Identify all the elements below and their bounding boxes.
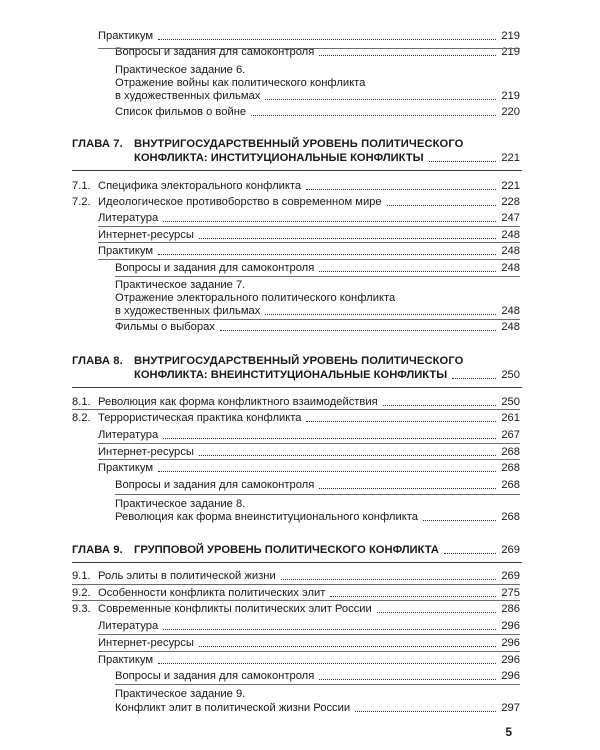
entry-divider <box>115 684 520 685</box>
toc-label: Интернет-ресурсы <box>98 446 194 458</box>
entry-divider <box>72 409 520 410</box>
toc-label: Революция как форма внеинституционального конфликта <box>115 511 418 523</box>
toc-page: 268 <box>501 446 520 458</box>
entry-divider <box>98 459 520 460</box>
toc-entry-7-1[interactable] <box>72 180 520 193</box>
toc-entry-practicum[interactable] <box>98 245 520 258</box>
toc-label: Практикум <box>98 245 154 257</box>
toc-label: Список фильмов о войне <box>115 106 247 118</box>
chapter-rule <box>72 387 522 388</box>
toc-label: Особенности конфликта политических элит <box>98 587 326 599</box>
toc-page: 221 <box>501 180 520 192</box>
dot-leader <box>319 271 496 272</box>
dot-leader <box>306 421 496 422</box>
toc-task-line: Практическое задание 9. <box>115 688 246 700</box>
toc-entry-9-1[interactable] <box>72 570 520 583</box>
section-number: 7.1. <box>72 180 91 192</box>
dot-leader <box>265 314 496 315</box>
toc-label: Практикум <box>98 462 154 474</box>
dot-leader <box>220 330 496 331</box>
toc-label: Вопросы и задания для самоконтроля <box>115 262 315 274</box>
toc-page: 275 <box>501 587 520 599</box>
chapter-7-title-line1: ВНУТРИГОСУДАРСТВЕННЫЙ УРОВЕНЬ ПОЛИТИЧЕСКОГО <box>134 138 464 150</box>
section-number: 8.2. <box>72 412 91 424</box>
toc-page: 269 <box>501 544 520 556</box>
toc-label: Роль элиты в политической жизни <box>98 570 276 582</box>
chapter-7-title-line2: КОНФЛИКТА: ИНСТИТУЦИОНАЛЬНЫЕ КОНФЛИКТЫ <box>134 152 424 164</box>
toc-entry-internet[interactable] <box>98 637 520 650</box>
toc-entry-8-1[interactable] <box>72 396 520 409</box>
toc-entry-chapter-7[interactable] <box>134 151 520 165</box>
toc-entry-9-3[interactable] <box>72 603 520 616</box>
toc-page: 250 <box>501 369 520 381</box>
entry-divider <box>115 494 520 495</box>
dot-leader <box>355 711 496 712</box>
toc-entry-chapter-9[interactable] <box>134 543 520 557</box>
toc-label: Вопросы и задания для самоконтроля <box>115 479 315 491</box>
dot-leader <box>452 378 496 379</box>
entry-divider <box>115 276 520 277</box>
toc-entry-task9[interactable] <box>115 702 520 715</box>
dot-leader <box>265 99 496 100</box>
dot-leader <box>423 520 496 521</box>
toc-entry-films[interactable] <box>115 321 520 334</box>
toc-page: 268 <box>501 462 520 474</box>
toc-page: 261 <box>501 412 520 424</box>
dot-leader <box>158 254 496 255</box>
toc-label: в художественных фильмах <box>115 90 261 102</box>
dot-leader <box>163 438 496 439</box>
toc-label: Идеологическое противоборство в современном мире <box>98 196 382 208</box>
dot-leader <box>163 221 496 222</box>
dot-leader <box>377 612 497 613</box>
dot-leader <box>199 646 496 647</box>
toc-label: Вопросы и задания для самоконтроля <box>115 46 315 58</box>
toc-label: Интернет-ресурсы <box>98 229 194 241</box>
toc-entry-internet[interactable] <box>98 446 520 459</box>
page-number: 5 <box>505 725 512 739</box>
chapter-8-title-line1: ВНУТРИГОСУДАРСТВЕННЫЙ УРОВЕНЬ ПОЛИТИЧЕСКОГО <box>134 355 464 367</box>
section-number: 9.3. <box>72 603 91 615</box>
chapter-rule <box>72 562 522 563</box>
dot-leader <box>319 488 496 489</box>
toc-page: 219 <box>501 46 520 58</box>
chapter-9-title: ГРУППОВОЙ УРОВЕНЬ ПОЛИТИЧЕСКОГО КОНФЛИКТА <box>134 544 439 556</box>
toc-page: 296 <box>501 670 520 682</box>
section-number: 7.2. <box>72 196 91 208</box>
dot-leader <box>158 663 496 664</box>
toc-page: 228 <box>501 196 520 208</box>
toc-task-line: Практическое задание 8. <box>115 498 246 510</box>
dot-leader <box>281 579 497 580</box>
toc-label: Конфликт элит в политической жизни России <box>115 702 351 714</box>
dot-leader <box>330 596 496 597</box>
dot-leader <box>319 679 496 680</box>
toc-page: 268 <box>501 511 520 523</box>
toc-page: 219 <box>501 30 520 42</box>
dot-leader <box>306 189 496 190</box>
entry-divider <box>98 651 520 652</box>
chapter-rule <box>72 170 522 171</box>
toc-entry-literature[interactable] <box>98 620 520 633</box>
toc-page: 221 <box>501 152 520 164</box>
toc-entry-internet[interactable] <box>98 229 520 242</box>
dot-leader <box>383 405 497 406</box>
toc-label: Практикум <box>98 30 154 42</box>
toc-page: 267 <box>501 429 520 441</box>
entry-divider <box>72 584 520 585</box>
section-number: 9.1. <box>72 570 91 582</box>
chapter-8-title-line2: КОНФЛИКТА: ВНЕИНСТИТУЦИОНАЛЬНЫЕ КОНФЛИКТЫ <box>134 369 448 381</box>
entry-divider <box>72 600 520 601</box>
toc-entry-7-2[interactable] <box>72 196 520 209</box>
toc-entry-8-2[interactable] <box>72 412 520 425</box>
toc-label: Вопросы и задания для самоконтроля <box>115 670 315 682</box>
entry-divider <box>115 319 520 320</box>
toc-page: 268 <box>501 479 520 491</box>
toc-page: 248 <box>501 229 520 241</box>
toc-label: в художественных фильмах <box>115 305 261 317</box>
toc-page: 296 <box>501 637 520 649</box>
toc-entry-task6[interactable] <box>115 90 520 103</box>
dot-leader <box>429 161 497 162</box>
toc-page: 269 <box>501 570 520 582</box>
dot-leader <box>199 238 496 239</box>
toc-task-line: Отражение войны как политического конфликта <box>115 77 366 89</box>
toc-label: Интернет-ресурсы <box>98 637 194 649</box>
entry-divider <box>98 259 520 260</box>
toc-page: 247 <box>501 212 520 224</box>
toc-page: 296 <box>501 620 520 632</box>
section-number: 9.2. <box>72 587 91 599</box>
toc-task-line: Отражение электорального политического конфликта <box>115 292 396 304</box>
toc-entry-task8[interactable] <box>115 511 520 524</box>
chapter-9-label: ГЛАВА 9. <box>72 544 123 556</box>
entry-divider <box>98 634 520 635</box>
section-number: 8.1. <box>72 396 91 408</box>
toc-entry-task7[interactable] <box>115 305 520 318</box>
toc-entry-literature[interactable] <box>98 212 520 225</box>
toc-label: Литература <box>98 429 159 441</box>
toc-entry-practicum[interactable] <box>98 30 520 43</box>
chapter-8-label: ГЛАВА 8. <box>72 355 123 367</box>
chapter-7-label: ГЛАВА 7. <box>72 138 123 150</box>
toc-page: 286 <box>501 603 520 615</box>
toc-page: 219 <box>501 90 520 102</box>
toc-entry-practicum[interactable] <box>98 462 520 475</box>
dot-leader <box>444 553 496 554</box>
toc-page: 248 <box>501 245 520 257</box>
toc-label: Литература <box>98 212 159 224</box>
toc-label: Революция как форма конфликтного взаимодействия <box>98 396 378 408</box>
entry-divider <box>98 226 520 227</box>
toc-page: 250 <box>501 396 520 408</box>
toc-label: Специфика электорального конфликта <box>98 180 302 192</box>
toc-label: Современные конфликты политических элит России <box>98 603 372 615</box>
toc-label: Террористическая практика конфликта <box>98 412 302 424</box>
toc-entry-questions[interactable] <box>115 479 520 492</box>
toc-entry-practicum[interactable] <box>98 654 520 667</box>
toc-page: 297 <box>501 702 520 714</box>
toc-entry-questions[interactable] <box>115 262 520 275</box>
toc-entry-films[interactable] <box>115 106 520 119</box>
dot-leader <box>319 55 496 56</box>
dot-leader <box>251 115 496 116</box>
toc-label: Литература <box>98 620 159 632</box>
toc-task-line: Практическое задание 6. <box>115 64 246 76</box>
toc-page: 296 <box>501 654 520 666</box>
entry-divider <box>98 48 520 49</box>
toc-label: Фильмы о выборах <box>115 321 215 333</box>
toc-page: 248 <box>501 321 520 333</box>
dot-leader <box>158 471 496 472</box>
toc-task-line: Практическое задание 7. <box>115 279 246 291</box>
toc-page: 248 <box>501 262 520 274</box>
toc-page: 220 <box>501 106 520 118</box>
toc-entry-literature[interactable] <box>98 429 520 442</box>
dot-leader <box>163 629 496 630</box>
toc-entry-chapter-8[interactable] <box>134 368 520 382</box>
toc-entry-questions[interactable] <box>115 670 520 683</box>
toc-entry-9-2[interactable] <box>72 587 520 600</box>
entry-divider <box>98 242 520 243</box>
dot-leader <box>199 455 496 456</box>
dot-leader <box>387 205 497 206</box>
entry-divider <box>98 443 520 444</box>
dot-leader <box>158 39 496 40</box>
toc-page: 248 <box>501 305 520 317</box>
toc-label: Практикум <box>98 654 154 666</box>
